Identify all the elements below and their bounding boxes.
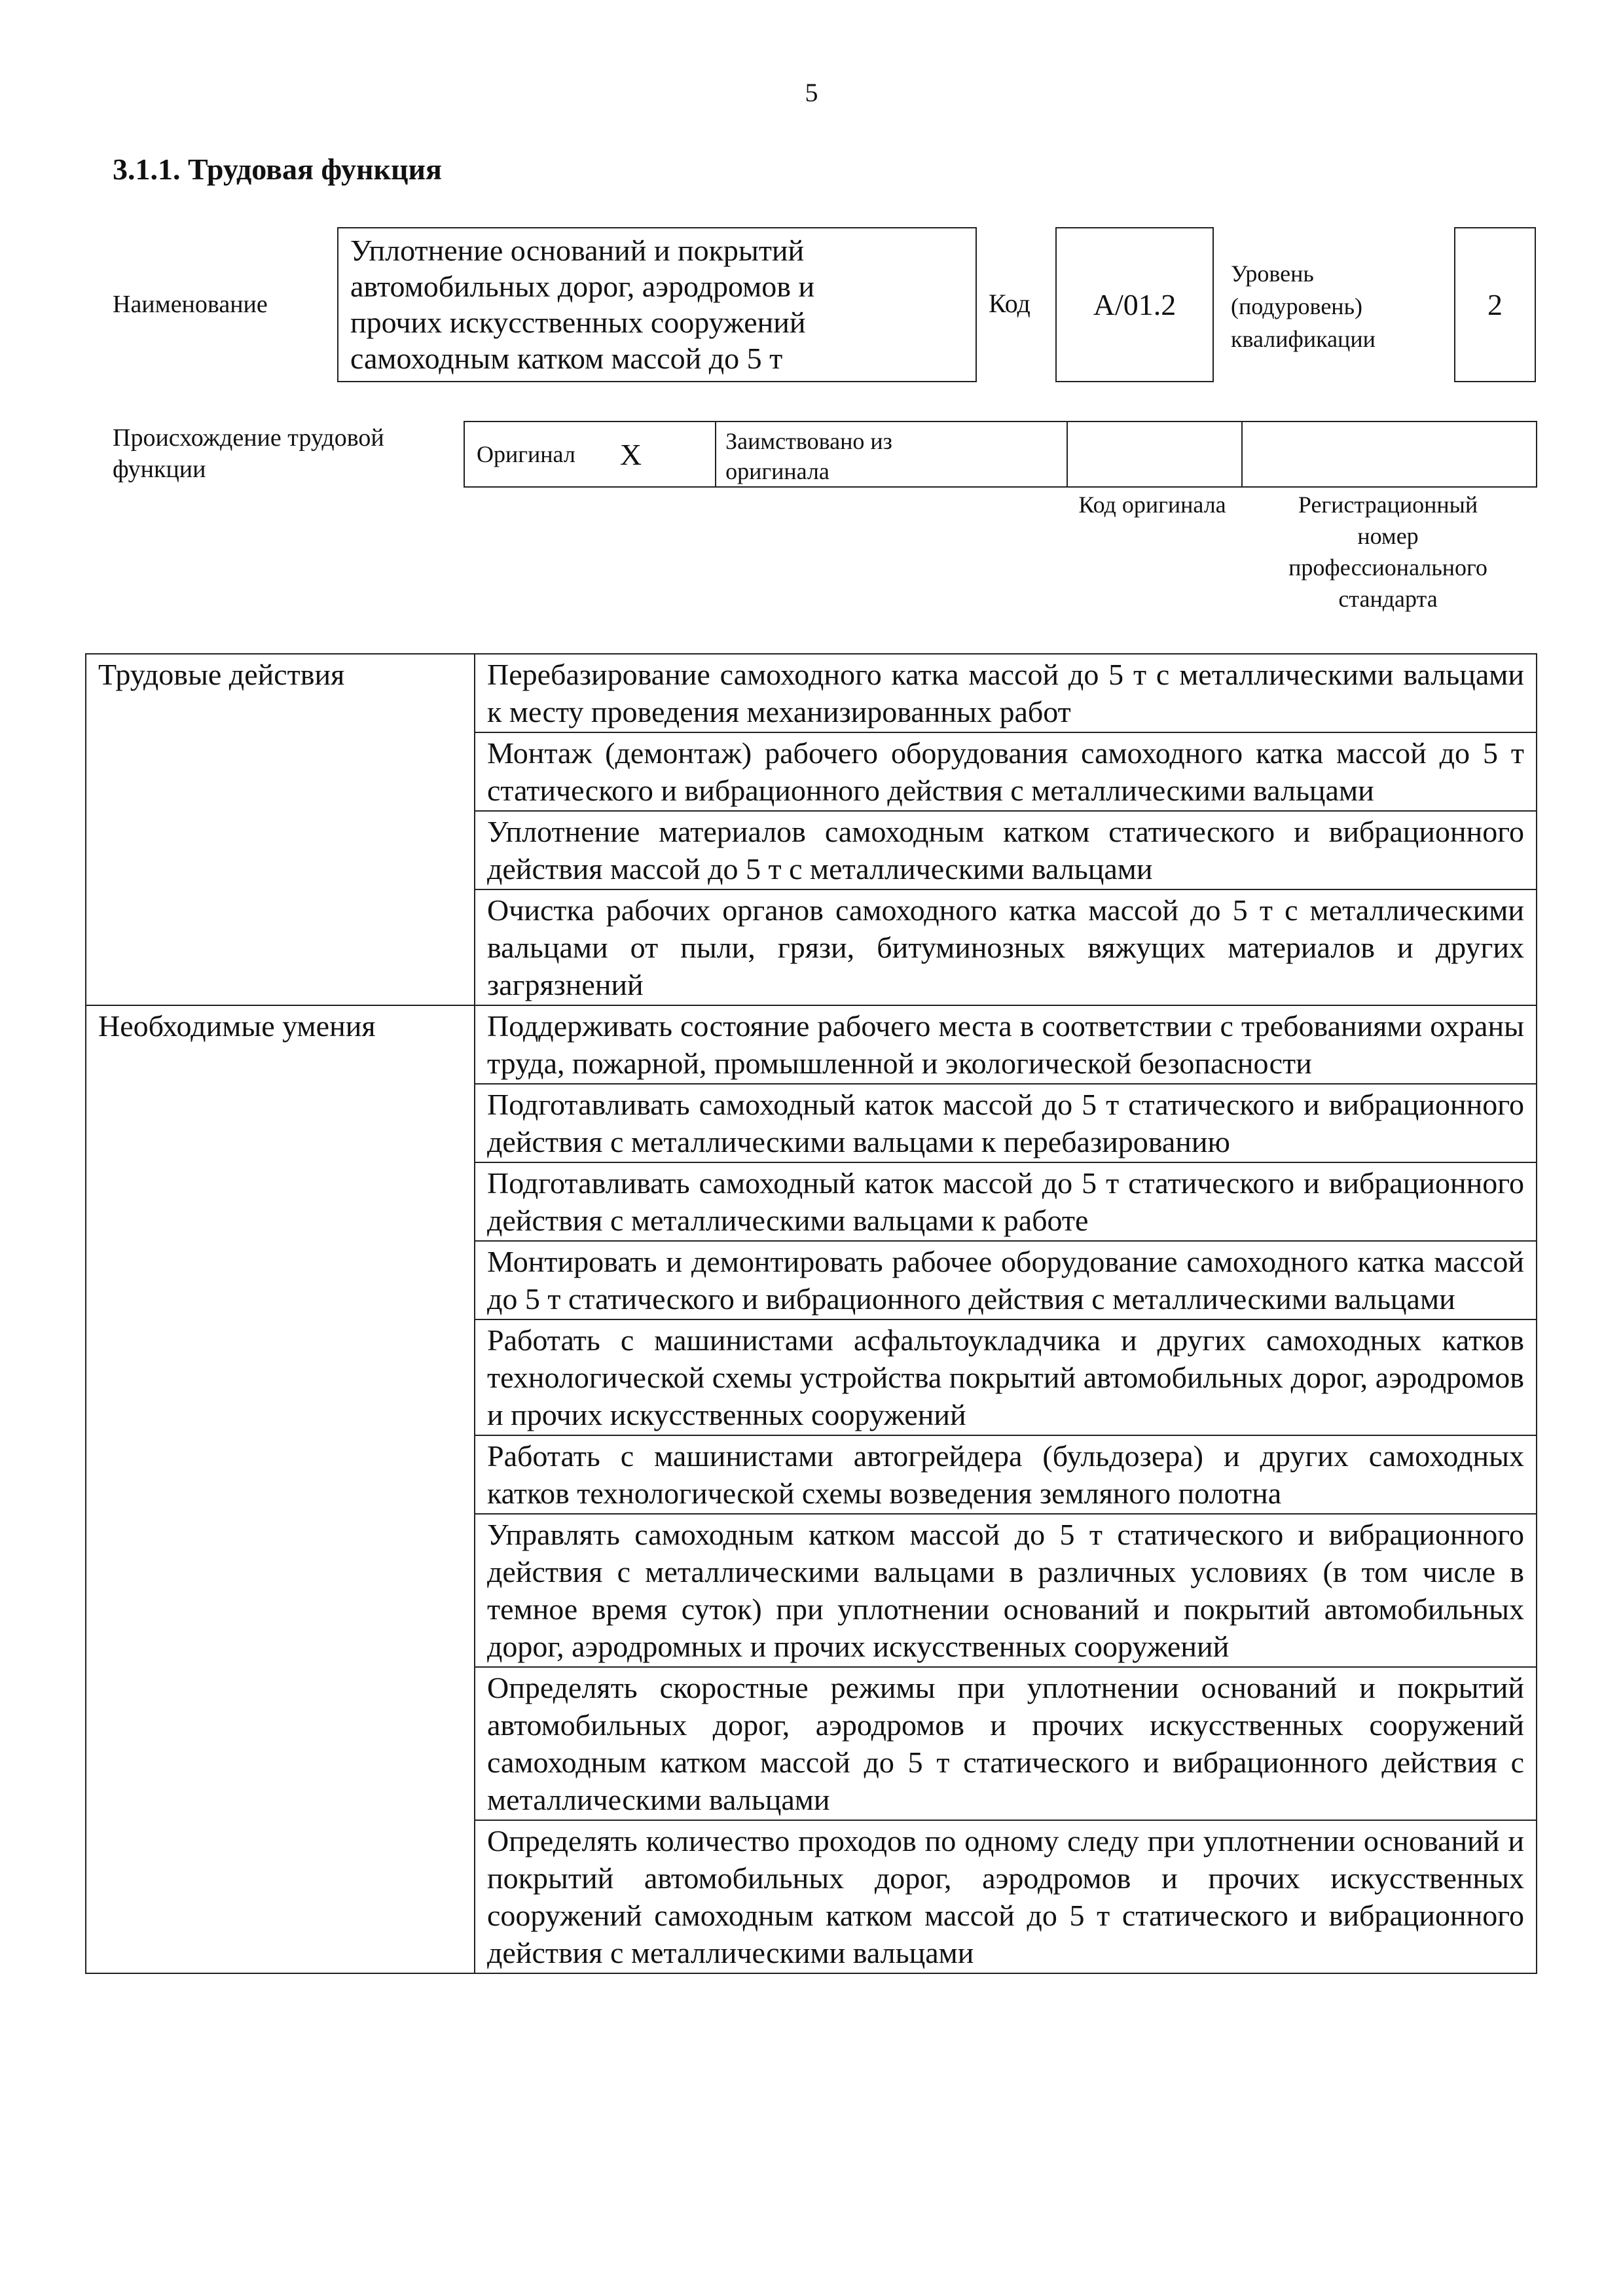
table-cell: Монтировать и демонтировать рабочее оборудование самоходного катка массой до 5 т статического и вибрационного действия с металлическими вальцами <box>475 1241 1537 1319</box>
page-number: 5 <box>805 78 818 107</box>
table-cell: Монтаж (демонтаж) рабочего оборудования самоходного катка массой до 5 т статического и вибрационного действия с металлическими вальцами <box>475 732 1537 811</box>
function-name-line: Уплотнение оснований и покрытий <box>350 234 805 267</box>
table-row <box>86 654 1537 732</box>
table-cell: Поддерживать состояние рабочего места в соответствии с требованиями охраны труда, пожарной, промышленной и экологической безопасности <box>475 1005 1537 1084</box>
section-label: Трудовые действия <box>86 654 475 1005</box>
origin-table <box>464 421 1537 488</box>
function-name-box <box>337 227 977 382</box>
origin-code-cell <box>1068 422 1243 486</box>
table-cell: Работать с машинистами асфальтоукладчика и других самоходных катков технологической схемы устройства покрытий автомобильных дорог, аэродромов и прочих искусственных сооружений <box>475 1319 1537 1435</box>
level-label-line: (подуровень) <box>1231 293 1362 319</box>
qualification-level: 2 <box>1487 288 1503 321</box>
reg-caption-line: Регистрационный <box>1298 492 1478 518</box>
table-cell: Уплотнение материалов самоходным катком статического и вибрационного действия массой до 5 т с металлическими вальцами <box>475 811 1537 889</box>
origin-label <box>113 422 384 485</box>
reg-number-caption <box>1241 489 1535 615</box>
borrowed-label-line: Заимствовано из <box>725 428 892 454</box>
level-box <box>1454 227 1536 382</box>
original-mark: X <box>619 437 642 471</box>
reg-caption-line: профессионального <box>1288 554 1487 581</box>
borrowed-label-line: оригинала <box>725 458 830 484</box>
table-cell: Определять скоростные режимы при уплотнении оснований и покрытий автомобильных дорог, аэродромов и прочих искусственных сооружений самоходным катком массой до 5 т статического и вибрационного действия с металлическими вальцами <box>475 1667 1537 1820</box>
origin-reg-number-cell <box>1243 422 1536 486</box>
table-cell: Подготавливать самоходный каток массой до 5 т статического и вибрационного действия с металлическими вальцами к работе <box>475 1162 1537 1241</box>
table-cell: Подготавливать самоходный каток массой до 5 т статического и вибрационного действия с металлическими вальцами к перебазированию <box>475 1084 1537 1162</box>
origin-borrowed-cell <box>716 422 1068 486</box>
reg-caption-line: стандарта <box>1338 586 1438 612</box>
function-name-line: автомобильных дорог, аэродромов и <box>350 270 815 303</box>
labor-function-table <box>85 653 1537 1974</box>
reg-caption-line: номер <box>1357 523 1419 549</box>
origin-original-cell <box>465 422 716 486</box>
origin-label-line: Происхождение трудовой <box>113 424 384 452</box>
table-cell: Очистка рабочих органов самоходного катка массой до 5 т с металлическими вальцами от пыли, грязи, битуминозных вяжущих материалов и других загрязнений <box>475 889 1537 1005</box>
code-box <box>1055 227 1214 382</box>
table-cell: Работать с машинистами автогрейдера (бульдозера) и других самоходных катков технологической схемы возведения земляного полотна <box>475 1435 1537 1514</box>
original-label: Оригинал <box>477 441 575 467</box>
section-label: Необходимые умения <box>86 1005 475 1973</box>
table-cell: Определять количество проходов по одному следу при уплотнении оснований и покрытий автомобильных дорог, аэродромов и прочих искусственных сооружений самоходным катком массой до 5 т статического и вибрационного действия с металлическими вальцами <box>475 1820 1537 1973</box>
function-code: A/01.2 <box>1093 288 1176 321</box>
function-name-line: самоходным катком массой до 5 т <box>350 342 783 375</box>
origin-label-line: функции <box>113 456 206 483</box>
function-name-line: прочих искусственных сооружений <box>350 306 806 339</box>
level-label-line: квалификации <box>1231 326 1376 352</box>
table-cell: Перебазирование самоходного катка массой до 5 т с металлическими вальцами к месту проведения механизированных работ <box>475 654 1537 732</box>
origin-code-caption: Код оригинала <box>1078 492 1226 518</box>
name-label: Наименование <box>113 291 268 318</box>
table-row <box>86 1005 1537 1084</box>
section-heading: 3.1.1. Трудовая функция <box>113 152 442 186</box>
level-label-line: Уровень <box>1231 260 1314 287</box>
code-label: Код <box>989 289 1030 318</box>
level-label <box>1231 257 1376 355</box>
table-cell: Управлять самоходным катком массой до 5 т статического и вибрационного действия с металлическими вальцами в различных условиях (в том числе в темное время суток) при уплотнении оснований и покрытий автомобильных дорог, аэродромных и прочих искусственных сооружений <box>475 1514 1537 1667</box>
